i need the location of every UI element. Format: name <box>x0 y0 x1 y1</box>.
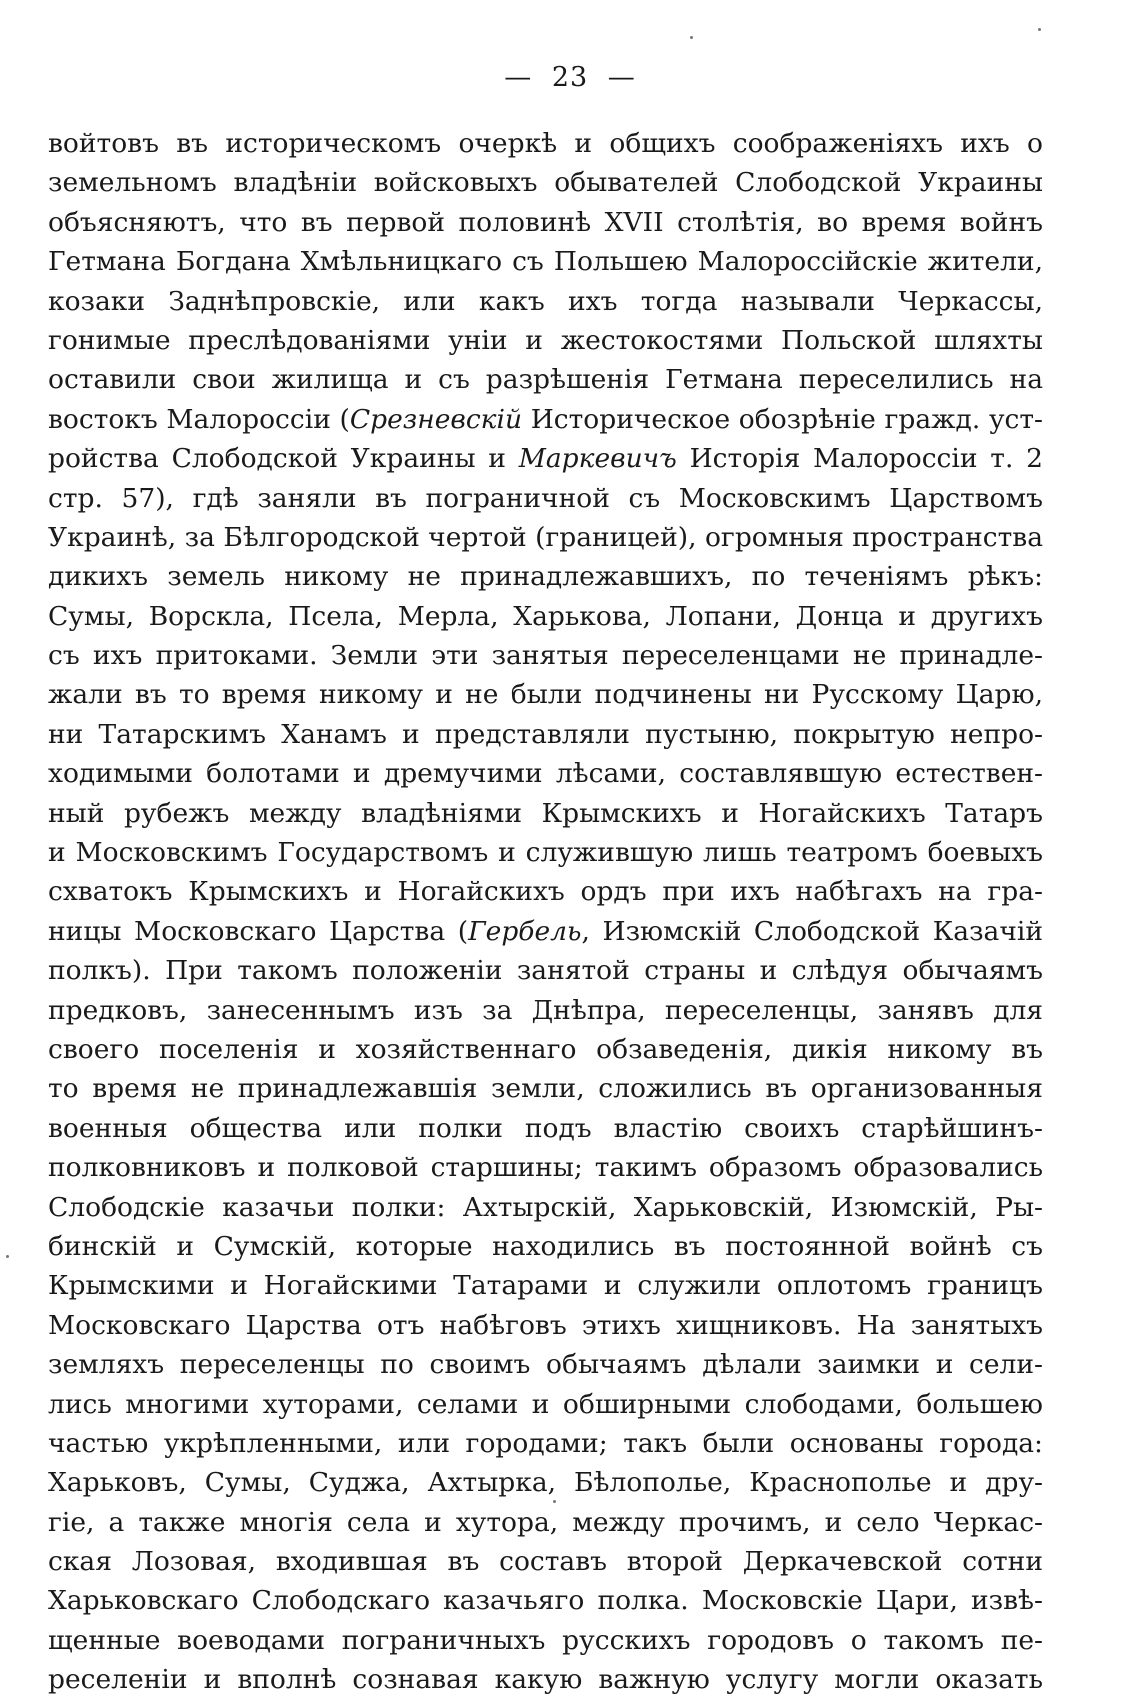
text-segment: своего поселенія и хозяйственнаго обзаведенія, дикія никому въ <box>48 1033 1043 1065</box>
text-segment: ницы Московскаго Царства ( <box>48 915 469 947</box>
text-segment: , Изюмскій Слободской Казачій <box>581 915 1043 947</box>
text-segment: полковниковъ и полковой старшины; такимъ образомъ образовались <box>48 1152 1043 1184</box>
text-line <box>48 872 1043 911</box>
text-segment: Харьковъ, Сумы, Суджа, Ахтырка, Бѣлополье, Краснополье и дру- <box>48 1467 1043 1499</box>
text-segment: оставили свои жилища и съ разрѣшенія Гетмана переселились на <box>48 364 1043 396</box>
text-line <box>48 1424 1043 1463</box>
text-line <box>48 1542 1043 1581</box>
text-segment: Крымскими и Ногайскими Татарами и служили оплотомъ границъ <box>48 1270 1043 1302</box>
italic-author-name: Маркевичъ <box>518 443 677 475</box>
italic-author-name: Срезневскій <box>349 403 523 435</box>
text-line <box>48 794 1043 833</box>
text-line <box>48 912 1043 951</box>
text-segment: то время не принадлежавшія земли, сложились въ организованныя <box>48 1073 1043 1105</box>
text-line <box>48 1463 1043 1502</box>
text-line <box>48 400 1043 439</box>
text-line <box>48 439 1043 478</box>
text-segment: ходимыми болотами и дремучими лѣсами, составлявшую естествен- <box>48 758 1043 790</box>
text-segment: земляхъ переселенцы по своимъ обычаямъ дѣлали заимки и сели- <box>48 1349 1043 1381</box>
text-segment: военныя общества или полки подъ властію своихъ старѣйшинъ- <box>48 1112 1043 1144</box>
text-segment: полкъ). При такомъ положеніи занятой страны и слѣдуя обычаямъ <box>48 955 1043 987</box>
text-segment: ный рубежъ между владѣніями Крымскихъ и Ногайскихъ Татаръ <box>48 797 1043 829</box>
text-line <box>48 991 1043 1030</box>
text-line <box>48 1069 1043 1108</box>
text-line <box>48 1621 1043 1660</box>
text-line <box>48 675 1043 714</box>
text-segment: Слободскіе казачьи полки: Ахтырскій, Харьковскій, Изюмскій, Ры- <box>48 1191 1043 1223</box>
text-line <box>48 1581 1043 1620</box>
text-segment: козаки Заднѣпровскіе, или какъ ихъ тогда называли Черкассы, <box>48 285 1043 317</box>
scan-speck <box>690 36 693 39</box>
text-line <box>48 321 1043 360</box>
page-header <box>0 62 1140 93</box>
text-line <box>48 1503 1043 1542</box>
text-segment: ская Лозовая, входившая въ составъ второй Деркачевской сотни <box>48 1546 1043 1578</box>
text-line <box>48 282 1043 321</box>
text-line <box>48 1148 1043 1187</box>
text-segment: предковъ, занесеннымъ изъ за Днѣпра, переселенцы, занявъ для <box>48 994 1043 1026</box>
text-segment: гіе, а также многія села и хутора, между прочимъ, и село Черкас- <box>48 1506 1043 1538</box>
text-line <box>48 1306 1043 1345</box>
text-segment: Сумы, Ворскла, Псела, Мерла, Харькова, Лопани, Донца и другихъ <box>48 600 1043 632</box>
text-segment: Историческое обозрѣніе гражд. уст- <box>522 403 1043 435</box>
italic-author-name: Гербель <box>468 915 582 947</box>
text-line <box>48 1227 1043 1266</box>
text-line <box>48 833 1043 872</box>
text-segment: Исторія Малороссіи т. 2 <box>676 443 1043 475</box>
text-segment: реселеніи и вполнѣ сознавая какую важную услугу могли оказать <box>48 1664 1043 1696</box>
text-segment: востокъ Малороссіи ( <box>48 403 350 435</box>
text-segment: ни Татарскимъ Ханамъ и представляли пустыню, покрытую непро- <box>48 718 1043 750</box>
text-line <box>48 1385 1043 1424</box>
text-segment: ройства Слободской Украины и <box>48 443 519 475</box>
text-line <box>48 479 1043 518</box>
text-line <box>48 242 1043 281</box>
text-segment: щенные воеводами пограничныхъ русскихъ городовъ о такомъ пе- <box>48 1624 1043 1656</box>
text-line <box>48 597 1043 636</box>
text-segment: бинскій и Сумскій, которые находились въ постоянной войнѣ съ <box>48 1230 1043 1262</box>
text-line <box>48 1030 1043 1069</box>
text-segment: Гетмана Богдана Хмѣльницкаго съ Польшею Малороссійскіе жители, <box>48 246 1043 278</box>
text-segment: стр. 57), гдѣ заняли въ пограничной съ Московскимъ Царствомъ <box>48 482 1043 514</box>
body-text <box>48 124 1043 1700</box>
text-line <box>48 518 1043 557</box>
text-line <box>48 1266 1043 1305</box>
header-dash-right: — <box>607 62 636 93</box>
text-line <box>48 715 1043 754</box>
text-segment: земельномъ владѣніи войсковыхъ обывателей Слободской Украины <box>48 167 1043 199</box>
text-segment: и Московскимъ Государствомъ и служившую лишь театромъ боевыхъ <box>48 837 1043 869</box>
text-segment: съ ихъ притоками. Земли эти занятыя переселенцами не принадле- <box>48 640 1043 672</box>
text-line <box>48 1188 1043 1227</box>
text-line <box>48 360 1043 399</box>
text-line <box>48 163 1043 202</box>
text-segment: Московскаго Царства отъ набѣговъ этихъ хищниковъ. На занятыхъ <box>48 1309 1043 1341</box>
header-dash-left: — <box>504 62 533 93</box>
text-segment: Украинѣ, за Бѣлгородской чертой (границей), огромныя пространства <box>48 521 1043 553</box>
text-segment: объясняютъ, что въ первой половинѣ XVII столѣтія, во время войнъ <box>48 206 1043 238</box>
text-segment: Харьковскаго Слободскаго казачьяго полка. Московскіе Цари, извѣ- <box>48 1585 1043 1617</box>
text-segment: войтовъ въ историческомъ очеркѣ и общихъ соображеніяхъ ихъ о <box>48 128 1043 159</box>
text-line <box>48 754 1043 793</box>
text-segment: лись многими хуторами, селами и обширными слободами, большею <box>48 1388 1043 1420</box>
page-number: 23 <box>551 62 589 93</box>
text-line <box>48 1660 1043 1699</box>
scan-speck <box>553 1500 556 1503</box>
scan-speck <box>1038 28 1041 31</box>
text-line <box>48 124 1043 163</box>
scan-speck <box>6 1255 9 1258</box>
text-segment: частью укрѣпленными, или городами; такъ были основаны города: <box>48 1427 1043 1459</box>
text-line <box>48 1109 1043 1148</box>
text-line <box>48 1345 1043 1384</box>
text-line <box>48 557 1043 596</box>
text-segment: гонимые преслѣдованіями уніи и жестокостями Польской шляхты <box>48 324 1043 356</box>
text-line <box>48 636 1043 675</box>
text-line <box>48 203 1043 242</box>
text-segment: дикихъ земель никому не принадлежавшихъ, по теченіямъ рѣкъ: <box>48 561 1043 593</box>
text-line <box>48 951 1043 990</box>
text-segment: жали въ то время никому и не были подчинены ни Русскому Царю, <box>48 679 1043 711</box>
text-segment: схватокъ Крымскихъ и Ногайскихъ ордъ при ихъ набѣгахъ на гра- <box>48 876 1043 908</box>
